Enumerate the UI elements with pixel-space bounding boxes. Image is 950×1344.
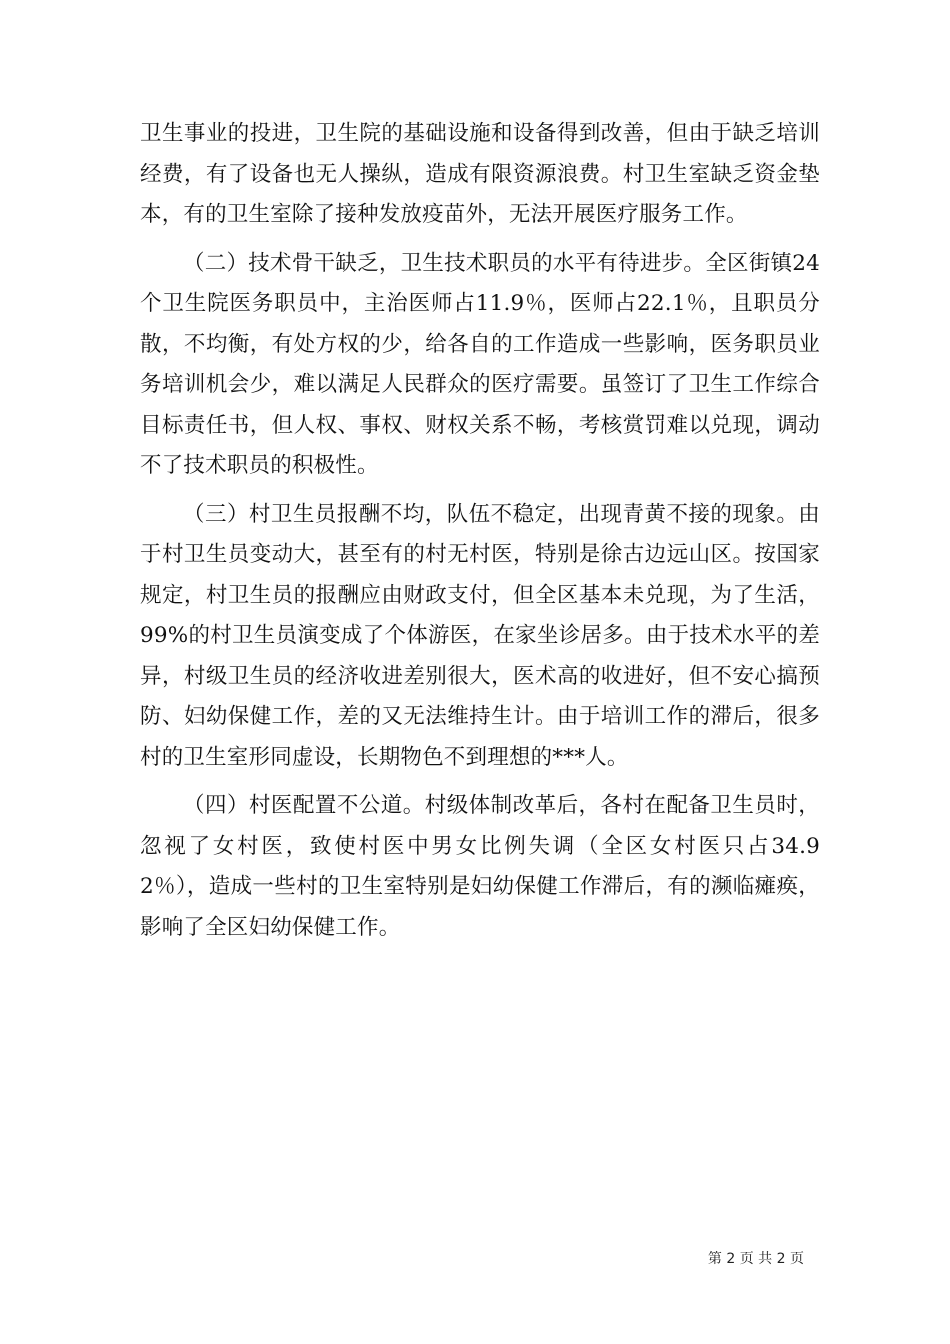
paragraph-section-2: （二）技术骨干缺乏，卫生技术职员的水平有待进步。全区街镇24个卫生院医务职员中，主治医师占11.9％，医师占22.1％，且职员分散，不均衡，有处方权的少，给各自的工作造成一些影响，医务职员业务培训机会少，难以满足人民群众的医疗需要。虽签订了卫生工作综合目标责任书，但人权、事权、财权关系不畅，考核赏罚难以兑现，调动不了技术职员的积极性。: [140, 250, 820, 478]
paragraph-continuation: 卫生事业的投进，卫生院的基础设施和设备得到改善，但由于缺乏培训经费，有了设备也无人操纵，造成有限资源浪费。村卫生室缺乏资金垫本，有的卫生室除了接种发放疫苗外，无法开展医疗服务工作。: [140, 121, 820, 227]
page-number-footer: 第 2 页 共 2 页: [707, 1251, 804, 1267]
paragraph-section-3: （三）村卫生员报酬不均，队伍不稳定，出现青黄不接的现象。由于村卫生员变动大，甚至有的村无村医，特别是徐古边远山区。按国家规定，村卫生员的报酬应由财政支付，但全区基本未兑现，为了生活，99%的村卫生员演变成了个体游医，在家坐诊居多。由于技术水平的差异，村级卫生员的经济收进差别很大，医术高的收进好，但不安心搞预防、妇幼保健工作，差的又无法维持生计。由于培训工作的滞后，很多村的卫生室形同虚设，长期物色不到理想的***人。: [140, 501, 820, 770]
body-text: [140, 114, 820, 948]
paragraph-section-4: （四）村医配置不公道。村级体制改革后，各村在配备卫生员时，忽视了女村医，致使村医中男女比例失调（全区女村医只占34.92％），造成一些村的卫生室特别是妇幼保健工作滞后，有的濒临瘫痪，影响了全区妇幼保健工作。: [140, 793, 820, 940]
